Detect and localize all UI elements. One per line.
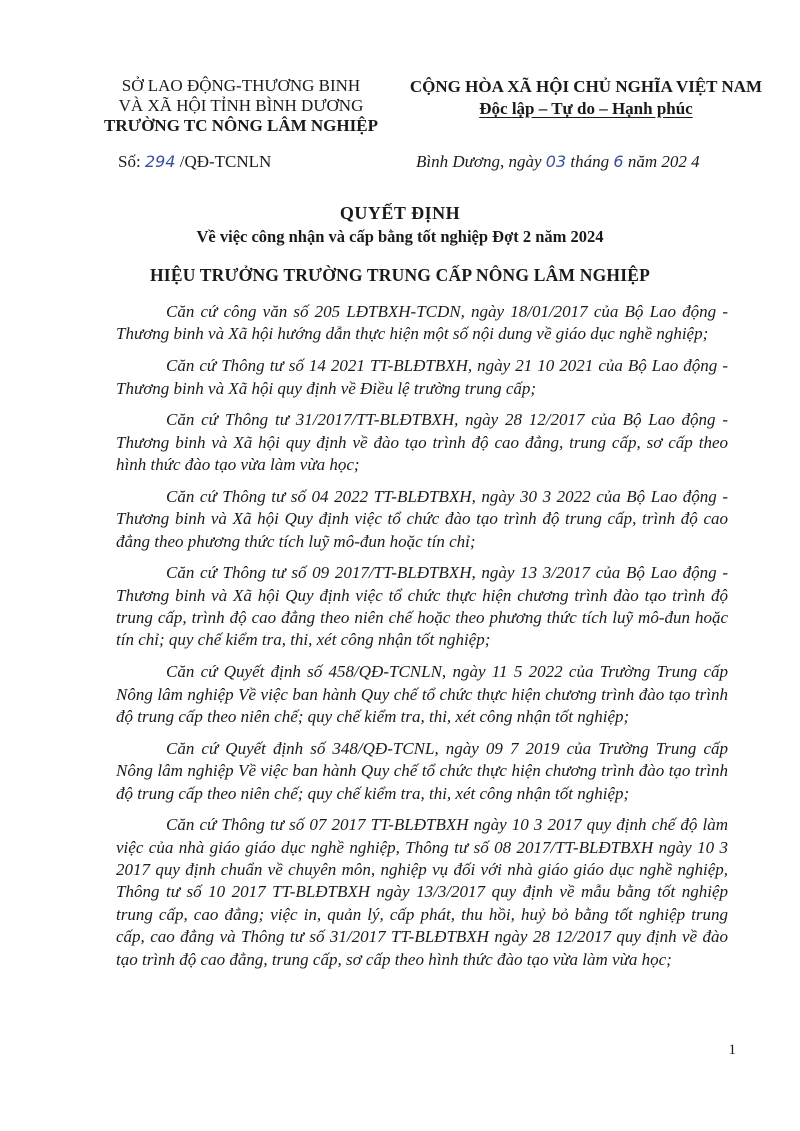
issue-date: Bình Dương, ngày 03 tháng 6 năm 202 4 [416,152,700,171]
legal-basis-paragraph: Căn cứ Thông tư số 14 2021 TT-BLĐTBXH, ngày 21 10 2021 của Bộ Lao động - Thương binh và Xã hội quy định về Điều lệ trường trung cấp; [116,356,728,398]
legal-basis-paragraph: Căn cứ Thông tư số 07 2017 TT-BLĐTBXH ngày 10 3 2017 quy định chế độ làm việc của nhà giáo giáo dục nghề nghiệp, Thông tư số 08 2017/TT-BLĐTBXH ngày 10 3 2017 quy định chuẩn về chuyên môn, nghiệp vụ đối với nhà giáo giáo dục nghề nghiệp, Thông tư số 10 2017 TT-BLĐTBXH ngày 13/3/2017 quy định về mẫu bằng tốt nghiệp trung cấp, cao đẳng; việc in, quản lý, cấp phát, thu hồi, huỷ bỏ bằng tốt nghiệp trung cấp, cao đẳng và Thông tư số 31/2017 TT-BLĐTBXH ngày 28 12/2017 quy định về đào tạo trình độ cao đẳng, trung cấp, sơ cấp theo hình thức đào tạo vừa làm vừa học; [116,815,728,969]
national-motto-block [396,76,776,120]
page-number: 1 [728,1042,736,1058]
decision-subtitle: Về việc công nhận và cấp bằng tốt nghiệp Đợt 2 năm 2024 [196,227,604,246]
reference-line [118,152,760,178]
school-name: TRƯỜNG TC NÔNG LÂM NGHIỆP [104,116,378,135]
document-number: Số: 294 /QĐ-TCNLN [118,152,272,171]
legal-basis-paragraph: Căn cứ Thông tư 31/2017/TT-BLĐTBXH, ngày 28 12/2017 của Bộ Lao động - Thương binh và Xã hội quy định về đào tạo trình độ cao đẳng, trung cấp, sơ cấp theo hình thức đào tạo vừa làm vừa học; [116,410,728,475]
province-line: VÀ XÃ HỘI TỈNH BÌNH DƯƠNG [118,96,364,115]
legal-basis-paragraph: Căn cứ công văn số 205 LĐTBXH-TCDN, ngày 18/01/2017 của Bộ Lao động - Thương binh và Xã hội hướng dẫn thực hiện một số nội dung về giáo dục nghề nghiệp; [116,302,728,344]
legal-basis-paragraph: Căn cứ Thông tư số 09 2017/TT-BLĐTBXH, ngày 13 3/2017 của Bộ Lao động - Thương binh và Xã hội Quy định việc tổ chức thực hiện chương trình đào tạo trình độ trung cấp, trình độ cao đẳng theo niên chế hoặc theo phương thức tích luỹ mô-đun hoặc tín chỉ; quy chế kiểm tra, thi, xét công nhận tốt nghiệp; [116,563,728,650]
legal-basis-section [116,301,728,980]
signing-authority: HIỆU TRƯỞNG TRƯỜNG TRUNG CẤP NÔNG LÂM NGHIỆP [150,265,650,285]
legal-basis-paragraph: Căn cứ Quyết định số 458/QĐ-TCNLN, ngày 11 5 2022 của Trường Trung cấp Nông lâm nghiệp Về việc ban hành Quy chế tổ chức thực hiện chương trình đào tạo trình độ trung cấp theo niên chế; quy chế kiểm tra, thi, xét công nhận tốt nghiệp; [116,662,728,726]
ministry-line: SỞ LAO ĐỘNG-THƯƠNG BINH [121,76,361,95]
country-name: CỘNG HÒA XÃ HỘI CHỦ NGHĨA VIỆT NAM [409,77,763,96]
legal-basis-paragraph: Căn cứ Quyết định số 348/QĐ-TCNL, ngày 09 7 2019 của Trường Trung cấp Nông lâm nghiệp Về việc ban hành Quy chế tổ chức thực hiện chương trình đào tạo trình độ trung cấp theo niên chế; quy chế kiểm tra, thi, xét công nhận tốt nghiệp; [116,738,728,803]
national-motto: Độc lập – Tự do – Hạnh phúc [479,99,693,118]
issuing-authority-block [96,76,386,136]
legal-basis-paragraph: Căn cứ Thông tư số 04 2022 TT-BLĐTBXH, ngày 30 3 2022 của Bộ Lao động - Thương binh và Xã hội Quy định việc tổ chức đào tạo trình độ trung cấp, trình độ cao đẳng theo phương thức tích luỹ mô-đun hoặc tín chỉ; [116,486,728,551]
decision-title: QUYẾT ĐỊNH [339,203,461,223]
handwritten-number: 294 [144,152,176,171]
handwritten-month: 6 [613,152,624,171]
handwritten-day: 03 [545,152,567,171]
